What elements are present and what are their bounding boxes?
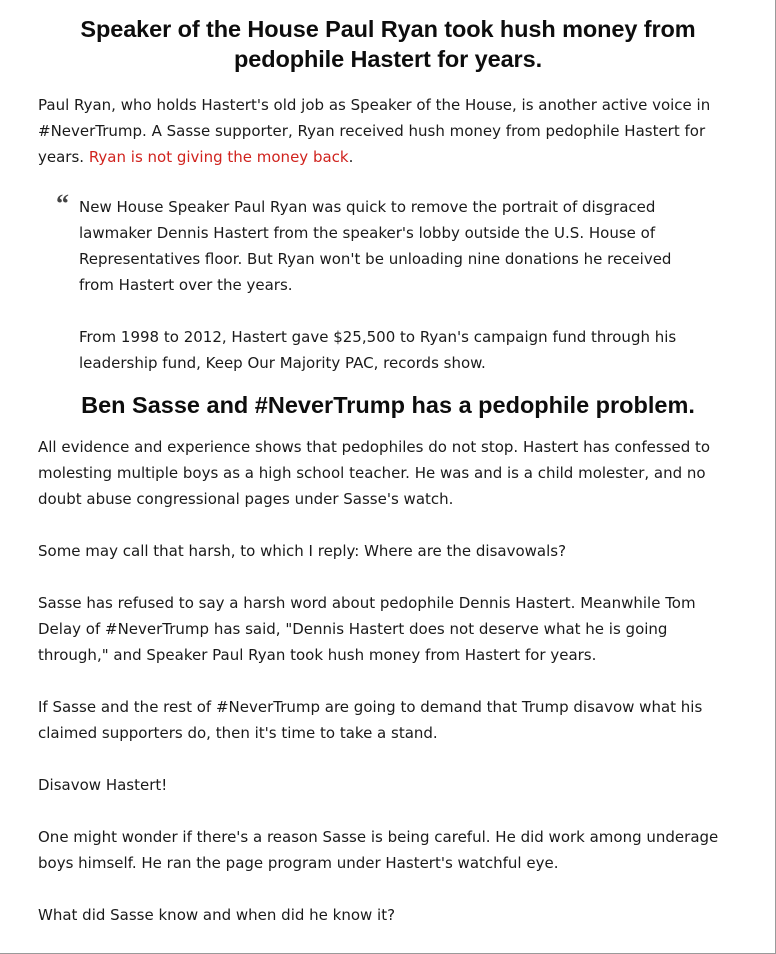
- body-paragraph: Disavow Hastert!: [38, 776, 168, 794]
- body-paragraph: One might wonder if there's a reason Sasse is being careful. He did work among underage boys himself. He ran the page program under Hastert's watchful eye.: [38, 828, 719, 872]
- intro-text: Paul Ryan, who holds Hastert's old job as Speaker of the House, is another active voice in #NeverTrump. A Sasse supporter, Ryan received hush money from pedophile Hastert for years.: [38, 96, 711, 166]
- headline-primary: Speaker of the House Paul Ryan took hush money from pedophile Hastert for years.: [80, 16, 696, 72]
- not-giving-money-back-link[interactable]: Ryan is not giving the money back: [88, 148, 349, 166]
- body-paragraph: Some may call that harsh, to which I reply: Where are the disavowals?: [38, 542, 567, 560]
- headline-secondary: Ben Sasse and #NeverTrump has a pedophile problem.: [81, 392, 695, 418]
- body-paragraph: If Sasse and the rest of #NeverTrump are going to demand that Trump disavow what his claimed supporters do, then it's time to take a stand.: [38, 698, 703, 742]
- intro-paragraph: [38, 92, 738, 170]
- blockquote: [38, 189, 709, 376]
- body-paragraph: All evidence and experience shows that pedophiles do not stop. Hastert has confessed to molesting multiple boys as a high school teacher. He was and is a child molester, and no doubt abuse congressional pages under Sasse's watch.: [38, 438, 711, 508]
- article-body: [38, 0, 738, 954]
- body-paragraphs: [38, 434, 738, 928]
- quote-paragraph-2: From 1998 to 2012, Hastert gave $25,500 to Ryan's campaign fund through his leadership fund, Keep Our Majority PAC, records show.: [79, 328, 677, 372]
- quote-mark-icon: “: [56, 189, 69, 218]
- body-paragraph: What did Sasse know and when did he know it?: [38, 906, 396, 924]
- body-paragraph: Sasse has refused to say a harsh word about pedophile Dennis Hastert. Meanwhile Tom Delay of #NeverTrump has said, "Dennis Hastert does not deserve what he is going through," and Speaker Paul Ryan took hush money from Hastert for years.: [38, 594, 696, 664]
- quote-paragraph-1: New House Speaker Paul Ryan was quick to remove the portrait of disgraced lawmaker Dennis Hastert from the speaker's lobby outside the U.S. House of Representatives floor. But Ryan won't be unloading nine donations he received from Hastert over the years.: [79, 198, 672, 294]
- intro-trailing: .: [348, 148, 354, 166]
